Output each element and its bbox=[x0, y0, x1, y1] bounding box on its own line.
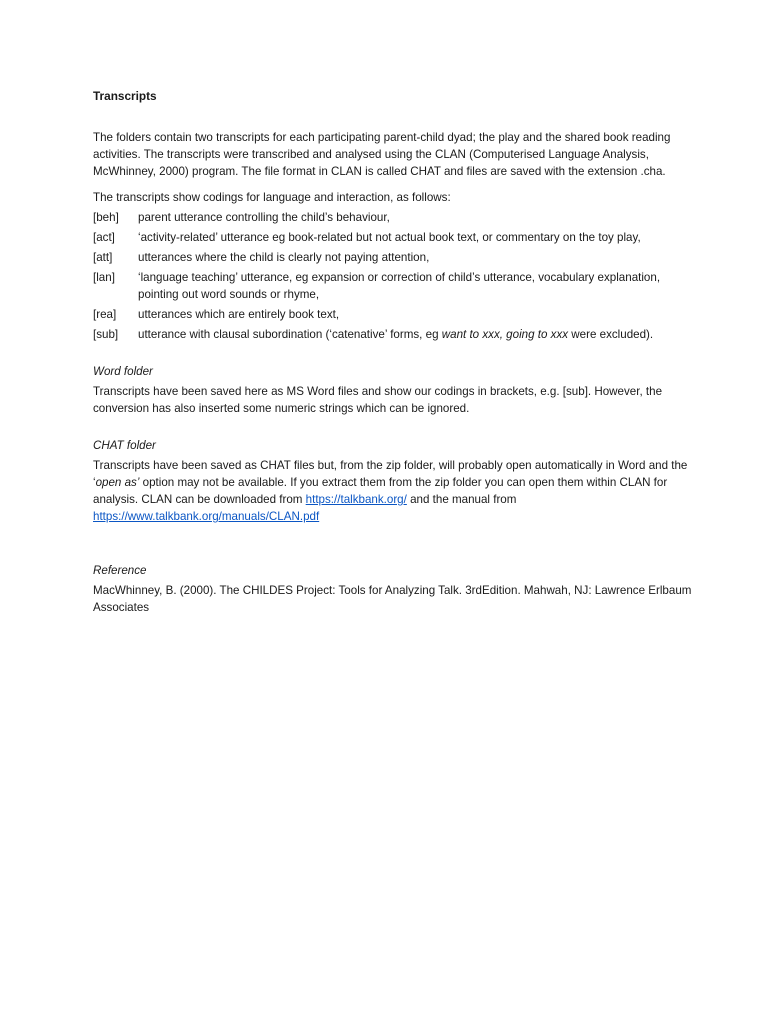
code-row bbox=[93, 249, 693, 266]
talkbank-link[interactable]: https://talkbank.org/ bbox=[305, 493, 407, 506]
code-row bbox=[93, 209, 693, 226]
codes-list bbox=[93, 209, 693, 343]
chat-folder-text bbox=[93, 457, 693, 525]
code-tag: [rea] bbox=[93, 308, 117, 321]
chat-folder-heading: CHAT folder bbox=[93, 439, 156, 452]
code-tag: [lan] bbox=[93, 271, 115, 284]
chat-folder-text-part: option may not be available. If you extract them from the zip folder you can open them within CLAN for analysis. CLAN can be downloaded from bbox=[93, 476, 668, 506]
reference-heading: Reference bbox=[93, 564, 147, 577]
code-description: utterances where the child is clearly not paying attention, bbox=[138, 251, 430, 264]
code-description: utterances which are entirely book text, bbox=[138, 308, 340, 321]
code-description-example: want to xxx, going to xxx bbox=[441, 328, 569, 341]
code-row bbox=[93, 269, 693, 303]
code-description: ‘language teaching’ utterance, eg expansion or correction of child’s utterance, vocabulary explanation, pointing out word sounds or rhyme, bbox=[138, 271, 661, 301]
open-as-text: open as’ bbox=[95, 476, 140, 489]
chat-folder-text-part: and the manual from bbox=[406, 493, 517, 506]
code-row bbox=[93, 229, 693, 246]
word-folder-heading: Word folder bbox=[93, 365, 153, 378]
code-tag: [act] bbox=[93, 231, 115, 244]
document-page bbox=[93, 88, 693, 616]
code-description: parent utterance controlling the child’s behaviour, bbox=[138, 211, 390, 224]
document-title: Transcripts bbox=[93, 89, 157, 103]
word-folder-text: Transcripts have been saved here as MS Word files and show our codings in brackets, e.g. [sub]. However, the conversion has also inserted some numeric strings which can be ignored. bbox=[93, 385, 663, 415]
code-description-text: utterance with clausal subordination (‘catenative’ forms, eg bbox=[138, 328, 442, 341]
code-description: ‘activity-related’ utterance eg book-related but not actual book text, or commentary on the toy play, bbox=[138, 231, 641, 244]
clan-manual-link[interactable]: https://www.talkbank.org/manuals/CLAN.pdf bbox=[93, 510, 320, 523]
code-row bbox=[93, 326, 693, 343]
chat-folder-text-part: Transcripts have been saved as CHAT files but, from the zip folder, will probably open automatically in Word and the ‘ bbox=[93, 459, 688, 489]
code-tag: [beh] bbox=[93, 211, 119, 224]
codes-intro: The transcripts show codings for language and interaction, as follows: bbox=[93, 191, 451, 204]
code-description-text: were excluded). bbox=[568, 328, 654, 341]
reference-text: MacWhinney, B. (2000). The CHILDES Project: Tools for Analyzing Talk. 3rdEdition. Mahwah, NJ: Lawrence Erlbaum Associates bbox=[93, 584, 692, 614]
intro-paragraph: The folders contain two transcripts for each participating parent-child dyad; the play and the shared book reading activities. The transcripts were transcribed and analysed using the CLAN (Computerised Language Analysis, McWhinney, 2000) program. The file format in CLAN is called CHAT and files are saved with the extension .cha. bbox=[93, 131, 671, 178]
code-tag: [att] bbox=[93, 251, 113, 264]
code-row bbox=[93, 306, 693, 323]
code-description bbox=[138, 326, 693, 343]
code-tag: [sub] bbox=[93, 328, 119, 341]
